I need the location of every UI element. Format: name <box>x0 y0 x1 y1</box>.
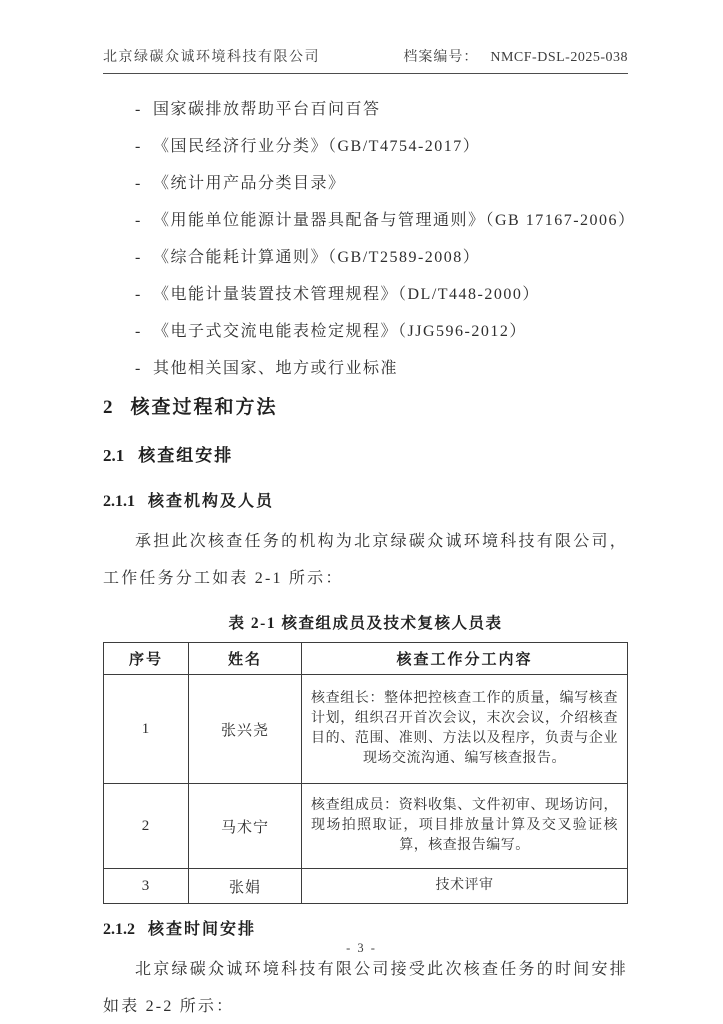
cell-no: 1 <box>104 675 189 784</box>
table-row <box>104 675 628 784</box>
section-heading-2-1-2 <box>103 918 628 942</box>
list-dash: - <box>135 101 142 118</box>
list-dash: - <box>135 138 142 155</box>
cell-name: 张娟 <box>189 869 302 904</box>
list-dash: - <box>135 286 142 303</box>
section-number: 2 <box>103 397 113 418</box>
list-dash: - <box>135 212 142 229</box>
section-number: 2.1.1 <box>103 493 135 510</box>
list-dash: - <box>135 249 142 266</box>
reference-item <box>103 359 628 379</box>
reference-item <box>103 211 636 231</box>
body-paragraph: 北京绿碳众诚环境科技有限公司接受此次核查任务的时间安排如表 2-2 所示： <box>103 961 628 1015</box>
page-header <box>103 0 628 74</box>
section-heading-2-1-1 <box>103 490 628 514</box>
section-title: 核查过程和方法 <box>130 397 278 418</box>
table-caption: 表 2-1 核查组成员及技术复核人员表 <box>228 615 503 632</box>
table-row <box>104 869 628 904</box>
cell-no: 3 <box>104 869 189 904</box>
column-header-no: 序号 <box>104 643 189 675</box>
archive-number-block <box>403 46 628 66</box>
page-number: - 3 - <box>346 941 377 955</box>
section-title: 核查组安排 <box>138 446 234 465</box>
list-dash: - <box>135 175 142 192</box>
cell-duty: 技术评审 <box>302 869 628 904</box>
reference-text: 《统计用产品分类目录》 <box>153 175 346 192</box>
archive-number-value: NMCF-DSL-2025-038 <box>490 50 628 65</box>
reference-text: 《电能计量装置技术管理规程》（DL/T448-2000） <box>153 286 540 303</box>
reference-item <box>103 174 628 194</box>
reference-item <box>103 248 628 268</box>
list-dash: - <box>135 323 142 340</box>
list-dash: - <box>135 360 142 377</box>
cell-duty: 核查组长：整体把控核查工作的质量，编写核查计划，组织召开首次会议，末次会议，介绍核查目的、范围、准则、方法以及程序，负责与企业现场交流沟通、编写核查报告。 <box>302 675 628 784</box>
column-header-duty: 核查工作分工内容 <box>302 643 628 675</box>
section-title: 核查机构及人员 <box>148 493 275 510</box>
section-heading-2-1 <box>103 444 628 468</box>
reference-text: 其他相关国家、地方或行业标准 <box>153 360 399 377</box>
section-number: 2.1.2 <box>103 921 135 938</box>
reference-list <box>103 100 636 379</box>
reference-item <box>103 285 628 305</box>
cell-duty: 核查组成员：资料收集、文件初审、现场访问，现场拍照取证，项目排放量计算及交叉验证核算，核查报告编写。 <box>302 784 628 869</box>
table-header-row <box>104 643 628 675</box>
cell-name: 马术宁 <box>189 784 302 869</box>
reference-item <box>103 322 628 342</box>
cell-no: 2 <box>104 784 189 869</box>
section-title: 核查时间安排 <box>148 921 257 938</box>
cell-name: 张兴尧 <box>189 675 302 784</box>
verification-team-table <box>103 642 628 904</box>
header-company-name: 北京绿碳众诚环境科技有限公司 <box>103 50 320 65</box>
reference-text: 《电子式交流电能表检定规程》（JJG596-2012） <box>153 323 527 340</box>
table-row <box>104 784 628 869</box>
section-number: 2.1 <box>103 446 125 465</box>
reference-text: 《用能单位能源计量器具配备与管理通则》（GB 17167-2006） <box>153 212 636 229</box>
reference-text: 国家碳排放帮助平台百问百答 <box>153 101 381 118</box>
document-content <box>103 0 636 1024</box>
reference-item <box>103 100 628 120</box>
section-heading-2 <box>103 396 628 420</box>
reference-text: 《国民经济行业分类》（GB/T4754-2017） <box>153 138 481 155</box>
body-paragraph: 承担此次核查任务的机构为北京绿碳众诚环境科技有限公司，工作任务分工如表 2-1 所示： <box>103 533 628 587</box>
reference-item <box>103 137 628 157</box>
archive-number-label: 档案编号： <box>403 50 479 65</box>
column-header-name: 姓名 <box>189 643 302 675</box>
reference-text: 《综合能耗计算通则》（GB/T2589-2008） <box>153 249 481 266</box>
